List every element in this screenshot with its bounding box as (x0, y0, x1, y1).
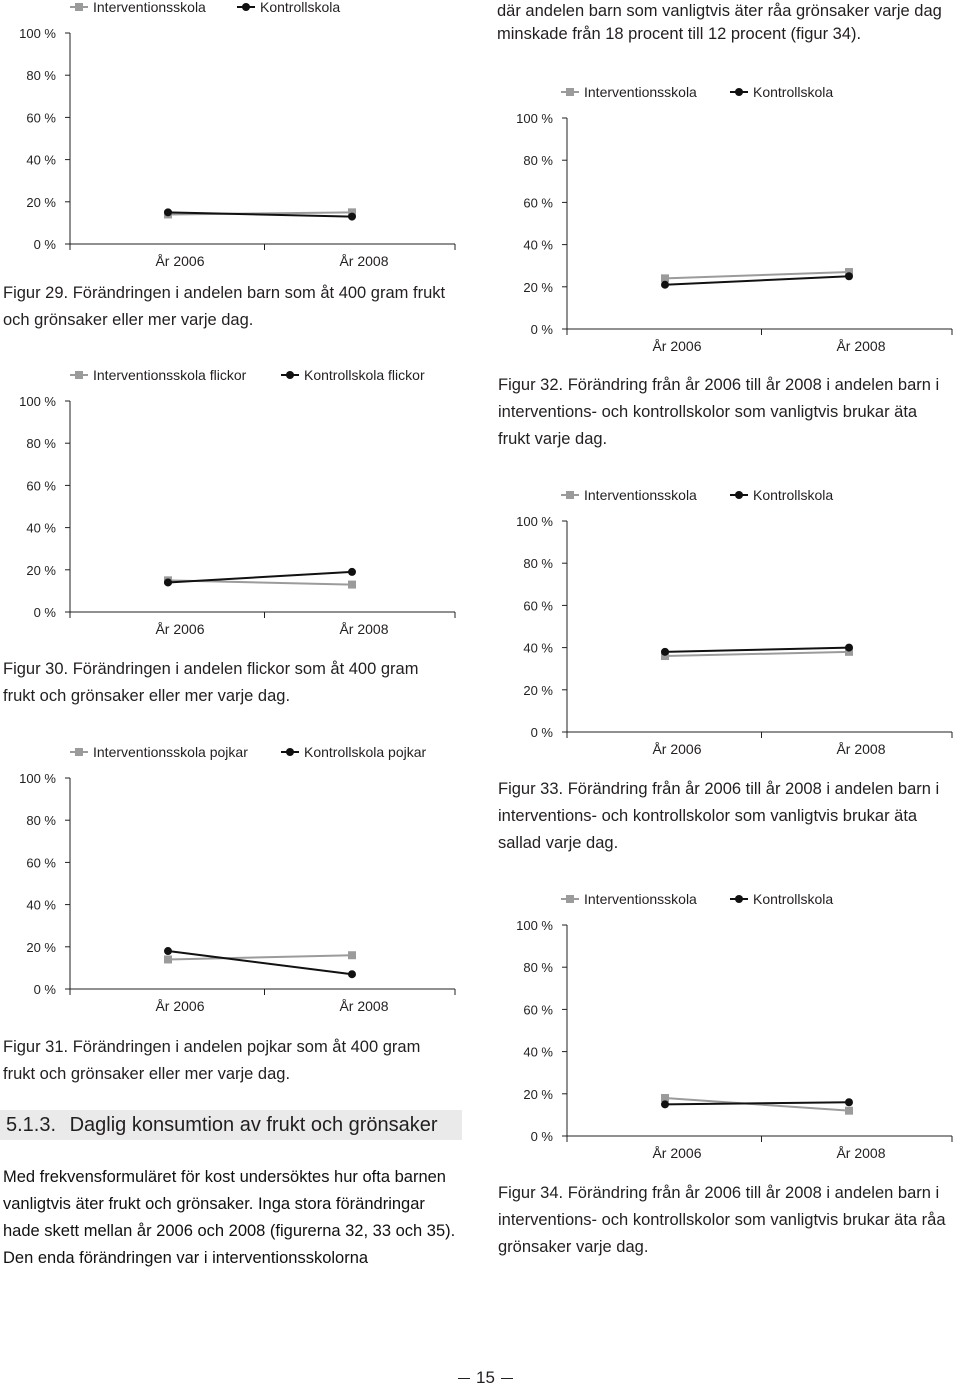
y-tick-label: 20 % (523, 1086, 553, 1102)
legend-label: Kontrollskola pojkar (304, 744, 427, 760)
section-title: Daglig konsumtion av frukt och grönsaker (69, 1114, 438, 1136)
chart-figure-30 (0, 368, 462, 643)
legend-label: Kontrollskola (753, 84, 834, 100)
legend-label: Interventionsskola (584, 891, 697, 907)
section-heading (0, 1110, 462, 1140)
y-tick-label: 40 % (26, 520, 56, 536)
y-tick-label: 100 % (516, 918, 553, 933)
data-point-circle (661, 1100, 669, 1108)
data-point-circle (845, 1098, 853, 1106)
legend-circle-marker (286, 371, 294, 379)
chart-figure-33 (497, 488, 959, 763)
y-tick-label: 40 % (26, 152, 56, 168)
y-tick-label: 20 % (26, 194, 56, 210)
y-tick-label: 80 % (523, 556, 553, 572)
y-tick-label: 40 % (523, 1044, 553, 1060)
legend-square-marker (566, 491, 574, 499)
legend-circle-marker (735, 88, 743, 96)
chart-figure-31 (0, 745, 462, 1020)
page-dash-left (458, 1378, 470, 1379)
x-tick-label: År 2008 (339, 253, 389, 269)
legend-label: Kontrollskola (753, 487, 834, 503)
body-paragraph: Med frekvensformuläret för kost undersöktes hur ofta barnen vanligtvis äter frukt och grönsaker. Inga stora förändringar hade skett mellan år 2006 och 2008 (figurerna 32, 33 och 35). Den enda förändringen var i interventionsskolorna (3, 1168, 456, 1267)
data-point-circle (164, 208, 172, 216)
page-number (458, 1368, 513, 1388)
data-point-square (164, 955, 172, 963)
legend-label: Interventionsskola (584, 487, 697, 503)
page-dash-right (501, 1378, 513, 1379)
y-tick-label: 0 % (33, 982, 56, 997)
figure-31-caption: Figur 31. Förändringen i andelen pojkar som åt 400 gram frukt och grönsaker eller mer varje dag. (3, 1038, 421, 1083)
y-tick-label: 20 % (523, 682, 553, 698)
y-tick-label: 0 % (530, 322, 553, 337)
legend-label: Kontrollskola (260, 0, 341, 15)
y-tick-label: 80 % (523, 960, 553, 976)
x-tick-label: År 2008 (836, 1145, 886, 1161)
legend-square-marker (75, 3, 83, 11)
chart-figure-32 (497, 85, 959, 360)
data-point-circle (164, 947, 172, 955)
y-tick-label: 0 % (530, 1129, 553, 1144)
chart-svg (497, 488, 959, 763)
y-tick-label: 20 % (523, 279, 553, 295)
legend-square-marker (75, 748, 83, 756)
y-tick-label: 40 % (26, 897, 56, 913)
y-tick-label: 100 % (19, 26, 56, 41)
figure-30-caption: Figur 30. Förändringen i andelen flickor som åt 400 gram frukt och grönsaker eller mer varje dag. (3, 660, 419, 705)
series-line (665, 1102, 849, 1104)
y-tick-label: 80 % (523, 153, 553, 169)
y-tick-label: 20 % (26, 562, 56, 578)
x-tick-label: År 2006 (652, 741, 702, 757)
series-line (665, 652, 849, 656)
y-tick-label: 60 % (26, 110, 56, 126)
legend-square-marker (566, 895, 574, 903)
y-tick-label: 100 % (516, 111, 553, 126)
data-point-square (845, 1107, 853, 1115)
legend-label: Interventionsskola (584, 84, 697, 100)
series-line (665, 648, 849, 652)
legend-label: Interventionsskola flickor (93, 367, 247, 383)
chart-svg (0, 745, 462, 1020)
legend-label: Interventionsskola (93, 0, 206, 15)
legend-label: Kontrollskola (753, 891, 834, 907)
chart-figure-34 (497, 892, 959, 1167)
data-point-square (348, 581, 356, 589)
legend-circle-marker (735, 491, 743, 499)
chart-svg (497, 892, 959, 1167)
legend-circle-marker (286, 748, 294, 756)
legend-circle-marker (242, 3, 250, 11)
series-line (168, 951, 352, 974)
data-point-circle (661, 281, 669, 289)
x-tick-label: År 2006 (652, 338, 702, 354)
data-point-circle (348, 213, 356, 221)
page-number-value: 15 (476, 1368, 495, 1387)
y-tick-label: 60 % (523, 598, 553, 614)
data-point-circle (348, 568, 356, 576)
y-tick-label: 0 % (33, 237, 56, 252)
y-tick-label: 100 % (516, 514, 553, 529)
x-tick-label: År 2008 (836, 741, 886, 757)
series-line (168, 572, 352, 583)
data-point-circle (164, 578, 172, 586)
x-tick-label: År 2006 (155, 998, 205, 1014)
figure-34-caption: Figur 34. Förändring från år 2006 till år 2008 i andelen barn i interventions- och kontrollskolor som vanligtvis brukar äta råa grönsaker varje dag. (498, 1184, 946, 1256)
x-tick-label: År 2006 (155, 253, 205, 269)
chart-svg (497, 85, 959, 360)
y-tick-label: 60 % (523, 1002, 553, 1018)
y-tick-label: 60 % (523, 195, 553, 211)
y-tick-label: 0 % (530, 725, 553, 740)
data-point-circle (845, 644, 853, 652)
intro-paragraph: där andelen barn som vanligtvis äter råa grönsaker varje dag minskade från 18 procent till 12 procent (figur 34). (497, 2, 942, 43)
y-tick-label: 100 % (19, 394, 56, 409)
data-point-circle (661, 648, 669, 656)
data-point-circle (845, 272, 853, 280)
chart-figure-29 (0, 0, 462, 275)
chart-svg (0, 368, 462, 643)
x-tick-label: År 2006 (155, 621, 205, 637)
x-tick-label: År 2008 (339, 998, 389, 1014)
data-point-circle (348, 970, 356, 978)
y-tick-label: 80 % (26, 813, 56, 829)
y-tick-label: 60 % (26, 855, 56, 871)
y-tick-label: 80 % (26, 68, 56, 84)
y-tick-label: 100 % (19, 771, 56, 786)
y-tick-label: 40 % (523, 237, 553, 253)
data-point-square (348, 951, 356, 959)
section-number: 5.1.3. (6, 1114, 57, 1136)
series-line (168, 955, 352, 959)
figure-29-caption: Figur 29. Förändringen i andelen barn som åt 400 gram frukt och grönsaker eller mer varje dag. (3, 284, 446, 329)
y-tick-label: 20 % (26, 939, 56, 955)
y-tick-label: 0 % (33, 605, 56, 620)
chart-svg (0, 0, 462, 275)
legend-square-marker (566, 88, 574, 96)
legend-square-marker (75, 371, 83, 379)
x-tick-label: År 2008 (339, 621, 389, 637)
figure-32-caption: Figur 32. Förändring från år 2006 till år 2008 i andelen barn i interventions- och kontrollskolor som vanligtvis brukar äta frukt varje dag. (498, 376, 940, 448)
legend-label: Interventionsskola pojkar (93, 744, 248, 760)
y-tick-label: 80 % (26, 436, 56, 452)
y-tick-label: 60 % (26, 478, 56, 494)
figure-33-caption: Figur 33. Förändring från år 2006 till år 2008 i andelen barn i interventions- och kontrollskolor som vanligtvis brukar äta sallad varje dag. (498, 780, 940, 852)
legend-label: Kontrollskola flickor (304, 367, 425, 383)
legend-circle-marker (735, 895, 743, 903)
y-tick-label: 40 % (523, 640, 553, 656)
x-tick-label: År 2006 (652, 1145, 702, 1161)
x-tick-label: År 2008 (836, 338, 886, 354)
